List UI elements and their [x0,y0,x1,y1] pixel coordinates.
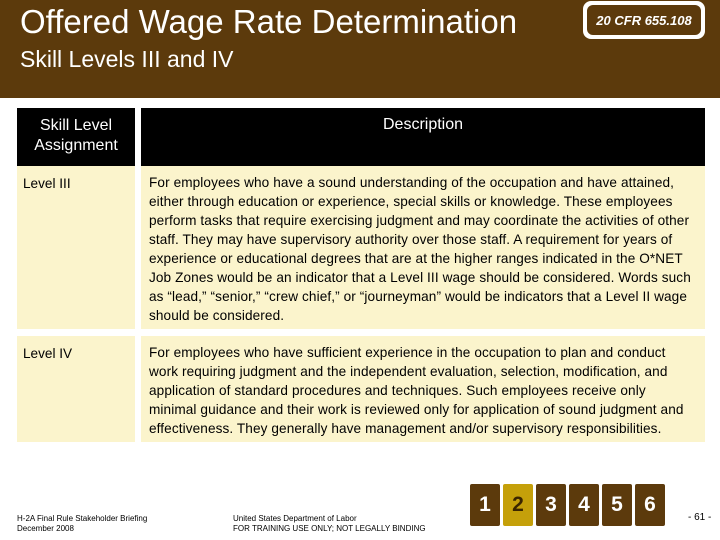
cfr-badge [583,1,705,39]
header-bar [0,0,720,98]
page-number: - 61 - [688,512,712,523]
cfr-badge-label: 20 CFR 655.108 [587,5,701,35]
footer-disclaimer: FOR TRAINING USE ONLY; NOT LEGALLY BINDING [233,524,426,533]
table-row [17,166,705,333]
footer-agency [233,514,426,534]
section-nav [470,484,665,526]
footer-briefing-date: December 2008 [17,524,74,533]
header-divider [0,98,720,100]
col-header-assignment [17,108,138,166]
row-description: For employees who have a sound understanding of the occupation and have attained, either through education or experience, special skills or knowledge. These employees perform tasks that require exercising judgment and may coordinate the activities of other staff. They may have supervisory authority over those staff. A requirement for years of experience or educational degrees that are at the higher ranges indicated in the O*NET Job Zones would be an indicator that a Level III wage should be considered. Words such as “lead,” “senior,” “crew chief,” or “journeyman” would be indicators that a Level II wage should be considered. [138,166,705,333]
row-level-label: Level III [17,166,138,333]
skill-level-table [17,108,705,442]
footer-agency-name: United States Department of Labor [233,514,357,523]
col-header-assignment-line1: Skill Level [39,117,113,134]
section-nav-item-5[interactable]: 5 [602,484,632,526]
section-nav-item-6[interactable]: 6 [635,484,665,526]
section-nav-item-3[interactable]: 3 [536,484,566,526]
page-subtitle: Skill Levels III and IV [20,46,234,72]
section-nav-item-1[interactable]: 1 [470,484,500,526]
col-header-description: Description [138,108,705,166]
row-level-label: Level IV [17,333,138,443]
table-row [17,333,705,443]
page-title: Offered Wage Rate Determination [20,3,518,40]
table-header-row [17,108,705,166]
footer-briefing [17,514,147,534]
section-nav-item-4[interactable]: 4 [569,484,599,526]
col-header-assignment-line2: Assignment [34,137,118,154]
section-nav-item-2[interactable]: 2 [503,484,533,526]
footer-briefing-title: H-2A Final Rule Stakeholder Briefing [17,514,148,523]
row-description: For employees who have sufficient experience in the occupation to plan and conduct work requiring judgment and the independent evaluation, selection, modification, and application of standard procedures and techniques. Such employees receive only minimal guidance and their work is reviewed only for application of sound judgment and effectiveness. They generally have management and/or supervisory responsibilities. [138,333,705,443]
